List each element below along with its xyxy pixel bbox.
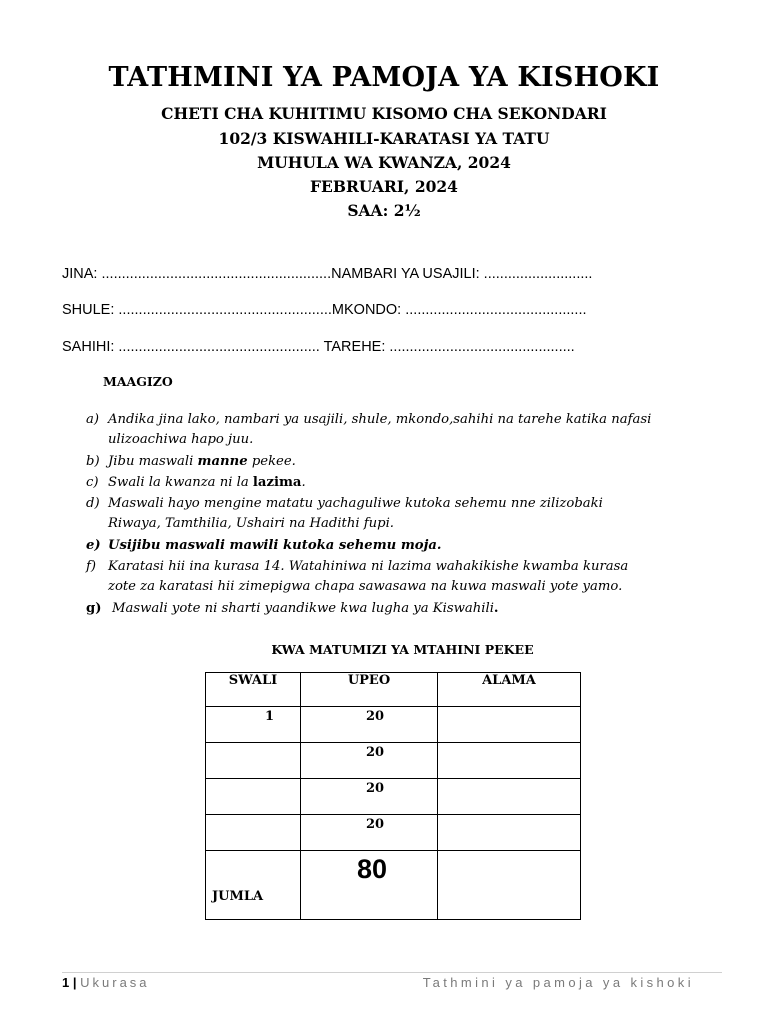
instruction-g xyxy=(86,599,726,619)
instruction-text: zote za karatasi hii zimepigwa chapa sawasawa na kuwa maswali yote yamo. xyxy=(108,579,623,594)
paper-code-line: 102/3 KISWAHILI-KARATASI YA TATU xyxy=(218,129,550,148)
instruction-marker: b) xyxy=(86,454,100,469)
instruction-marker: a) xyxy=(86,412,100,427)
instruction-e xyxy=(86,536,726,556)
column-header-alama: ALAMA xyxy=(438,673,581,707)
school-stream-field[interactable]: SHULE: .....................................................MKONDO: ............................................. xyxy=(62,302,587,318)
duration-line: SAA: 2½ xyxy=(347,201,421,220)
emphasis-text: manne xyxy=(197,454,248,469)
signature-date-field[interactable]: SAHIHI: .................................................. TAREHE: .............................................. xyxy=(62,339,575,355)
max-marks-cell: 20 xyxy=(301,743,438,779)
table-header-row xyxy=(206,673,581,707)
instruction-text: Andika jina lako, nambari ya usajili, shule, mkondo,sahihi na tarehe katika nafasi xyxy=(108,412,652,427)
question-number-cell xyxy=(206,815,301,851)
max-marks-cell: 20 xyxy=(301,779,438,815)
instruction-c xyxy=(86,473,726,493)
footer-page-info xyxy=(62,975,150,990)
instruction-text: Jibu maswali manne pekee. xyxy=(108,454,296,469)
total-max-marks-cell: 80 xyxy=(301,851,438,920)
instruction-a xyxy=(86,410,726,450)
certificate-line: CHETI CHA KUHITIMU KISOMO CHA SEKONDARI xyxy=(161,104,607,123)
instruction-f xyxy=(86,557,726,597)
question-number-cell: 1 xyxy=(206,707,301,743)
footer-separator: | xyxy=(72,975,77,990)
table-row xyxy=(206,743,581,779)
instruction-b xyxy=(86,452,726,472)
instruction-marker: c) xyxy=(86,475,99,490)
name-admission-field[interactable]: JINA: .........................................................NAMBARI YA USAJILI: ........................... xyxy=(62,266,593,282)
instruction-marker: f) xyxy=(86,559,97,574)
exam-title: TATHMINI YA PAMOJA YA KISHOKI xyxy=(108,62,660,93)
marks-awarded-cell[interactable] xyxy=(438,743,581,779)
total-label-cell: JUMLA xyxy=(206,851,301,920)
column-header-upeo: UPEO xyxy=(301,673,438,707)
marks-awarded-cell[interactable] xyxy=(438,779,581,815)
instruction-text: Maswali hayo mengine matatu yachaguliwe kutoka sehemu nne zilizobaki xyxy=(108,496,603,511)
instruction-d xyxy=(86,494,726,534)
table-row xyxy=(206,779,581,815)
question-number-cell xyxy=(206,779,301,815)
date-line: FEBRUARI, 2024 xyxy=(310,177,458,196)
instruction-text: Riwaya, Tamthilia, Ushairi na Hadithi fupi. xyxy=(108,516,394,531)
instruction-text: Maswali yote ni sharti yaandikwe kwa lugha ya Kiswahili. xyxy=(112,601,499,616)
instruction-marker: g) xyxy=(86,601,102,616)
question-number-cell xyxy=(206,743,301,779)
instruction-marker: d) xyxy=(86,496,100,511)
page-word: Ukurasa xyxy=(80,975,150,990)
score-table xyxy=(205,672,581,920)
instructions-heading: MAAGIZO xyxy=(103,374,173,389)
footer-divider xyxy=(62,972,722,973)
max-marks-cell: 20 xyxy=(301,815,438,851)
instruction-marker: e) xyxy=(86,538,101,553)
table-row xyxy=(206,815,581,851)
emphasis-text: lazima xyxy=(252,475,302,490)
table-row xyxy=(206,707,581,743)
instruction-text: Usijibu maswali mawili kutoka sehemu moja. xyxy=(108,538,442,553)
footer-running-title: Tathmini ya pamoja ya kishoki xyxy=(422,975,694,990)
score-table-title: KWA MATUMIZI YA MTAHINI PEKEE xyxy=(271,642,534,657)
instruction-text: ulizoachiwa hapo juu. xyxy=(108,432,254,447)
total-marks-awarded-cell[interactable] xyxy=(438,851,581,920)
instruction-text: Swali la kwanza ni la lazima. xyxy=(108,475,306,490)
marks-awarded-cell[interactable] xyxy=(438,707,581,743)
instruction-text: Karatasi hii ina kurasa 14. Watahiniwa ni lazima wahakikishe kwamba kurasa xyxy=(108,559,629,574)
marks-awarded-cell[interactable] xyxy=(438,815,581,851)
max-marks-cell: 20 xyxy=(301,707,438,743)
total-row xyxy=(206,851,581,920)
page-number: 1 xyxy=(62,975,70,990)
term-line: MUHULA WA KWANZA, 2024 xyxy=(257,153,511,172)
column-header-swali: SWALI xyxy=(206,673,301,707)
